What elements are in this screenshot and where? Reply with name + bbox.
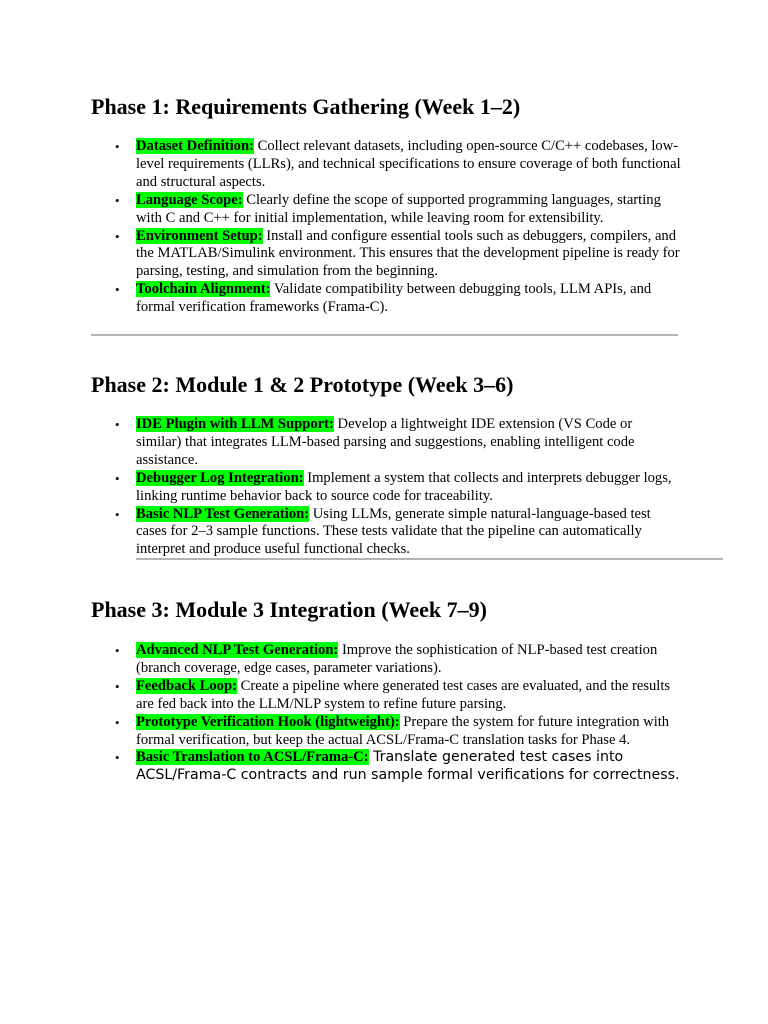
- item-label: Advanced NLP Test Generation:: [136, 642, 339, 658]
- section-divider: [136, 558, 723, 560]
- phase-3-list: [136, 642, 681, 785]
- phase-3-heading: Phase 3: Module 3 Integration (Week 7–9): [91, 597, 487, 622]
- item-label: Prototype Verification Hook (lightweight):: [136, 713, 400, 730]
- item-text: Clearly define the scope of supported programming languages, starting with C and C++ for initial implementation, while leaving room for extensibility.: [136, 191, 661, 226]
- item-text: Install and configure essential tools such as debuggers, compilers, and the MATLAB/Simulink environment. This ensures that the development pipeline is ready for parsing, testing, and simulation from the beginning.: [136, 227, 680, 280]
- list-item: [136, 714, 681, 750]
- item-label: IDE Plugin with LLM Support:: [136, 416, 334, 432]
- list-item: [136, 678, 681, 714]
- phase-1-heading: Phase 1: Requirements Gathering (Week 1–2): [91, 94, 521, 119]
- list-item: [136, 470, 681, 506]
- phase-2-heading: Phase 2: Module 1 & 2 Prototype (Week 3–6): [91, 372, 514, 397]
- list-item: [136, 749, 681, 785]
- list-item: [136, 506, 681, 560]
- item-label: Dataset Definition:: [136, 138, 254, 154]
- item-label: Basic NLP Test Generation:: [136, 505, 310, 522]
- item-text: Using LLMs, generate simple natural-language-based test cases for 2–3 sample functions. These tests validate that the pipeline can automatically interpret and produce useful functional checks.: [136, 505, 651, 558]
- list-item: [136, 228, 681, 282]
- item-text: Prepare the system for future integration with formal verification, but keep the actual ACSL/Frama-C translation tasks for Phase 4.: [136, 713, 670, 748]
- item-label: Environment Setup:: [136, 227, 263, 244]
- phase-1-list: [136, 138, 681, 317]
- item-label: Basic Translation to ACSL/Frama-C:: [136, 749, 369, 766]
- item-text: Collect relevant datasets, including open-source C/C++ codebases, low-level requirements (LLRs), and technical specifications to ensure coverage of both functional and structural aspects.: [136, 138, 681, 190]
- item-text: Translate generated test cases into ACSL/Frama-C contracts and run sample formal verifications for correctness.: [136, 749, 680, 784]
- list-item: [136, 138, 681, 192]
- item-label: Language Scope:: [136, 191, 243, 208]
- list-item: [136, 642, 681, 678]
- item-label: Debugger Log Integration:: [136, 469, 304, 486]
- item-text: Validate compatibility between debugging tools, LLM APIs, and formal verification frameworks (Frama-C).: [136, 281, 652, 316]
- list-item: [136, 281, 681, 317]
- phase-2-list: [136, 416, 681, 559]
- item-text: Implement a system that collects and interprets debugger logs, linking runtime behavior back to source code for traceability.: [136, 469, 672, 504]
- item-label: Feedback Loop:: [136, 677, 237, 694]
- item-label: Toolchain Alignment:: [136, 281, 271, 298]
- list-item: [136, 192, 681, 228]
- item-text: Develop a lightweight IDE extension (VS Code or similar) that integrates LLM-based parsing and suggestions, enabling intelligent code assistance.: [136, 416, 635, 468]
- section-divider: [91, 334, 678, 336]
- item-text: Create a pipeline where generated test cases are evaluated, and the results are fed back into the LLM/NLP system to refine future parsing.: [136, 677, 671, 712]
- list-item: [136, 416, 681, 470]
- item-text: Improve the sophistication of NLP-based test creation (branch coverage, edge cases, parameter variations).: [136, 642, 658, 676]
